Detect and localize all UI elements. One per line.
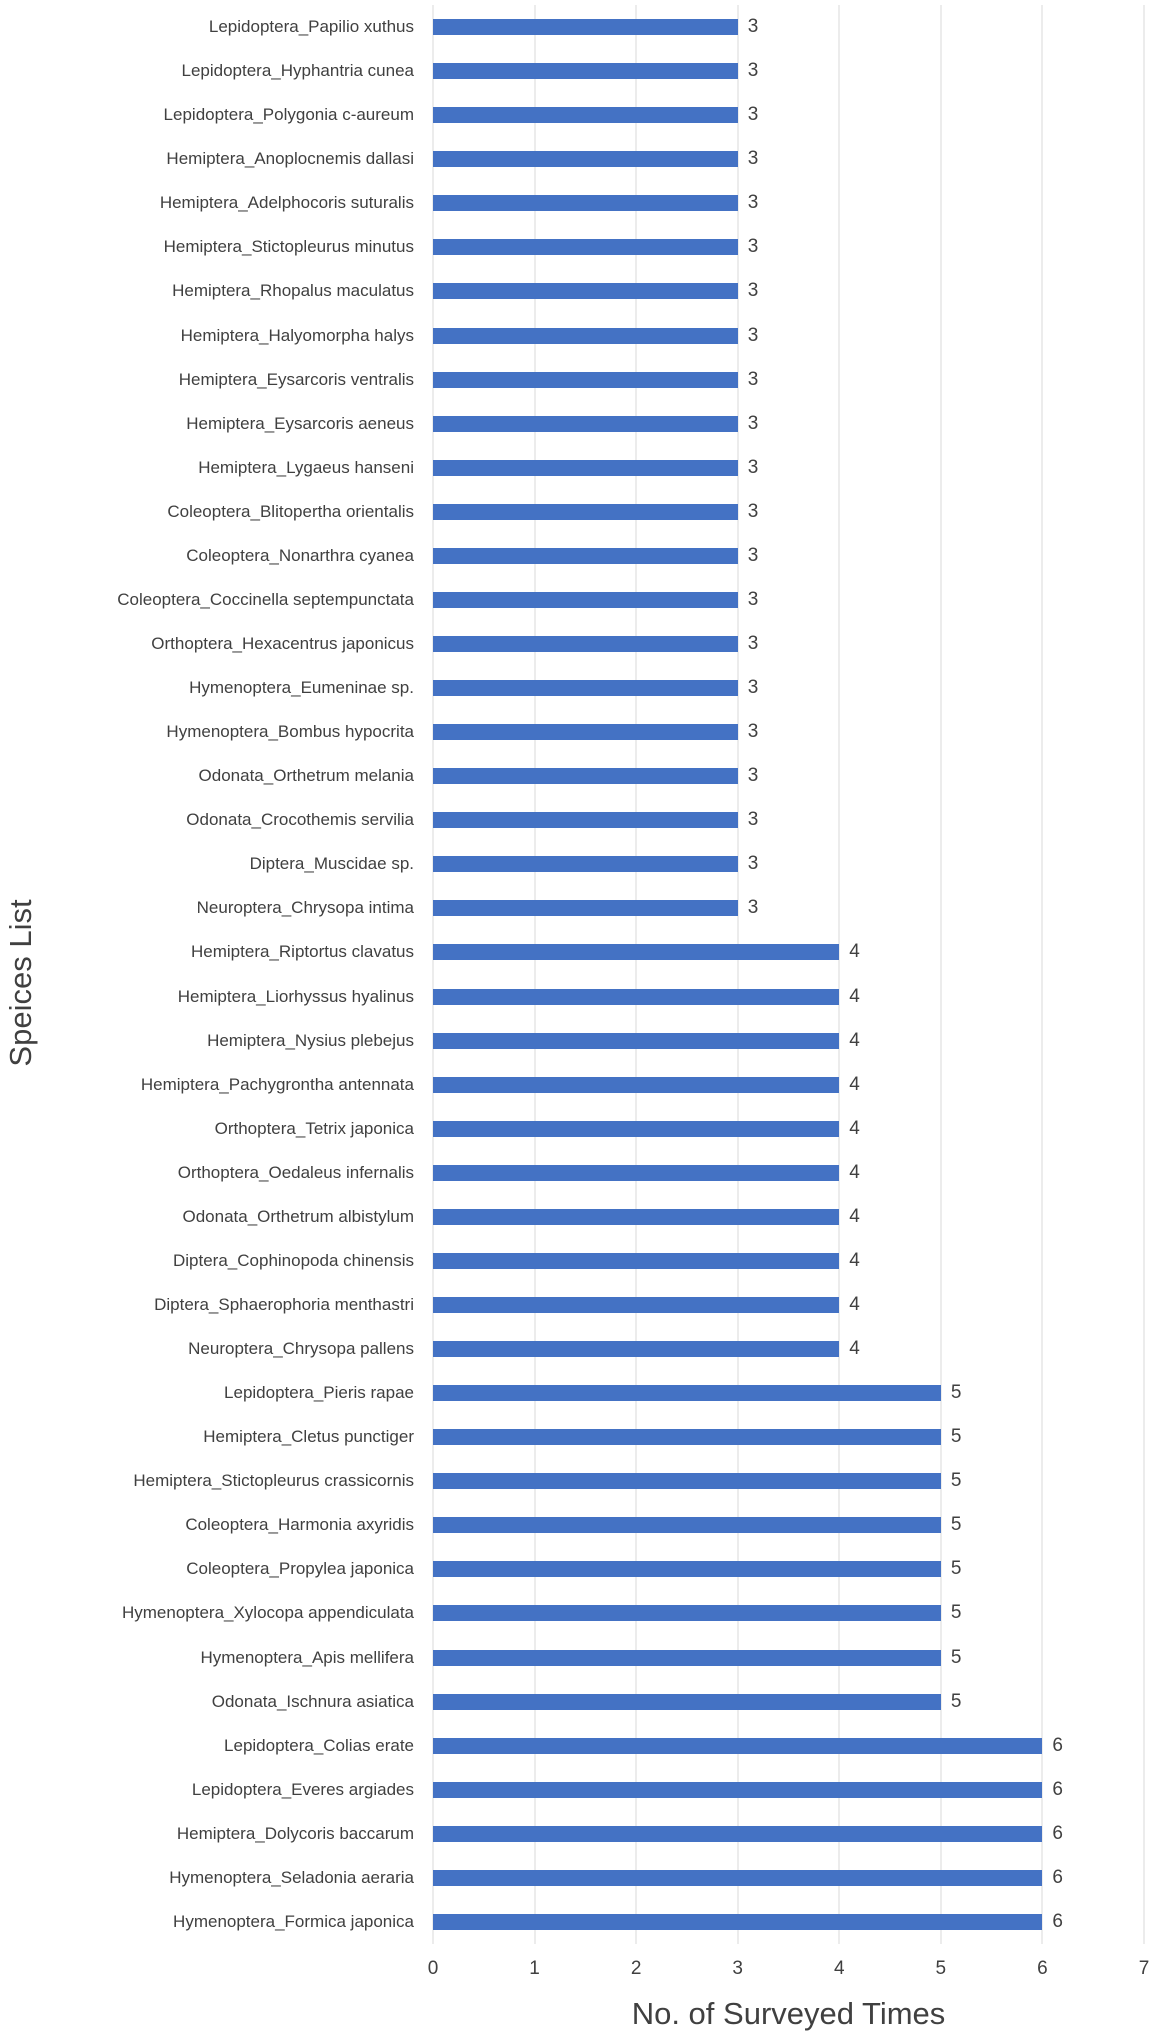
value-label: 5 (950, 1558, 962, 1580)
value-label: 3 (747, 16, 759, 38)
bar (433, 944, 839, 960)
bar (433, 989, 839, 1005)
value-label: 5 (950, 1382, 962, 1404)
category-label: Orthoptera_Oedaleus infernalis (177, 1162, 414, 1182)
category-label: Coleoptera_Blitopertha orientalis (167, 501, 414, 521)
category-label: Hymenoptera_Apis mellifera (200, 1647, 414, 1667)
category-label: Hymenoptera_Bombus hypocrita (166, 722, 414, 742)
bar (433, 239, 738, 255)
value-label: 4 (849, 985, 860, 1007)
bar (433, 548, 738, 564)
category-label: Lepidoptera_Hyphantria cunea (181, 61, 414, 81)
category-label: Hemiptera_Stictopleurus crassicornis (133, 1471, 414, 1491)
value-label: 3 (747, 500, 759, 522)
value-label: 3 (747, 765, 759, 787)
category-label: Hemiptera_Lygaeus hanseni (198, 457, 414, 477)
x-tick-label: 2 (630, 1958, 642, 1979)
bar (433, 1473, 941, 1489)
bar (433, 592, 738, 608)
bar (433, 1826, 1042, 1842)
category-label: Hemiptera_Dolycoris baccarum (176, 1823, 414, 1843)
value-label: 5 (950, 1602, 962, 1624)
category-label: Coleoptera_Coccinella septempunctata (117, 589, 414, 609)
category-label: Coleoptera_Harmonia axyridis (185, 1515, 414, 1535)
gridline (1144, 5, 1145, 1944)
bar (433, 151, 738, 167)
category-label: Hymenoptera_Xylocopa appendiculata (121, 1603, 414, 1623)
category-label: Lepidoptera_Everes argiades (191, 1779, 414, 1799)
category-axis (0, 5, 414, 1944)
category-label: Lepidoptera_Polygonia c-aureum (163, 105, 414, 125)
bar (433, 416, 738, 432)
bar (433, 107, 738, 123)
bar (433, 19, 738, 35)
value-label: 4 (849, 1249, 860, 1271)
bar (433, 1385, 941, 1401)
category-label: Neuroptera_Chrysopa intima (196, 898, 414, 918)
bar (433, 680, 738, 696)
x-tick-label: 6 (1037, 1958, 1048, 1979)
category-label: Hemiptera_Riptortus clavatus (191, 942, 414, 962)
category-label: Hymenoptera_Formica japonica (173, 1911, 414, 1931)
category-label: Hemiptera_Adelphocoris suturalis (159, 193, 414, 213)
y-axis-title: Speices List (3, 899, 38, 1067)
value-label: 3 (747, 192, 759, 214)
value-label: 3 (747, 324, 759, 346)
value-label: 4 (849, 1117, 860, 1139)
value-label: 3 (747, 853, 759, 875)
category-label: Orthoptera_Hexacentrus japonicus (151, 633, 414, 653)
value-label: 5 (950, 1426, 962, 1448)
value-label: 5 (950, 1514, 962, 1536)
category-label: Hemiptera_Eysarcoris ventralis (178, 369, 414, 389)
bar (433, 1870, 1042, 1886)
value-label: 3 (747, 456, 759, 478)
value-label: 4 (849, 941, 860, 963)
category-label: Neuroptera_Chrysopa pallens (188, 1339, 414, 1359)
value-label: 5 (950, 1646, 962, 1668)
value-label: 5 (950, 1690, 962, 1712)
category-label: Hemiptera_Nysius plebejus (207, 1030, 414, 1050)
bar (433, 856, 738, 872)
bar (433, 1605, 941, 1621)
category-label: Hemiptera_Pachygrontha antennata (140, 1074, 414, 1094)
value-label: 6 (1052, 1734, 1063, 1756)
x-tick-label: 5 (935, 1958, 947, 1979)
category-label: Lepidoptera_Colias erate (224, 1735, 414, 1755)
category-label: Odonata_Crocothemis servilia (186, 810, 414, 830)
value-label: 3 (747, 412, 759, 434)
bar (433, 1561, 941, 1577)
bar (433, 1738, 1042, 1754)
category-label: Odonata_Ischnura asiatica (211, 1691, 414, 1711)
value-label: 4 (849, 1338, 860, 1360)
bar (433, 63, 738, 79)
bar (433, 768, 738, 784)
bar (433, 636, 738, 652)
x-tick-label: 3 (732, 1958, 743, 1979)
bar (433, 1253, 839, 1269)
bar (433, 1165, 839, 1181)
category-label: Lepidoptera_Papilio xuthus (208, 17, 414, 37)
value-label: 3 (747, 677, 759, 699)
x-tick-label: 1 (529, 1958, 540, 1979)
value-label: 6 (1052, 1778, 1063, 1800)
bar (433, 1914, 1042, 1930)
value-label: 3 (747, 280, 759, 302)
bar (433, 328, 738, 344)
category-label: Lepidoptera_Pieris rapae (224, 1383, 414, 1403)
bar (433, 900, 738, 916)
value-label: 4 (849, 1161, 860, 1183)
category-label: Hemiptera_Eysarcoris aeneus (186, 413, 414, 433)
value-label: 3 (747, 721, 759, 743)
bar (433, 1209, 839, 1225)
category-label: Diptera_Sphaerophoria menthastri (154, 1295, 414, 1314)
value-label: 3 (747, 236, 759, 258)
value-label: 4 (849, 1029, 860, 1051)
category-label: Hemiptera_Anoplocnemis dallasi (166, 149, 414, 169)
category-label: Hemiptera_Rhopalus maculatus (172, 281, 414, 301)
bar (433, 1033, 839, 1049)
bar (433, 1429, 941, 1445)
category-label: Coleoptera_Propylea japonica (186, 1559, 414, 1579)
x-axis-ticks (427, 1958, 1150, 1986)
category-label: Hymenoptera_Eumeninae sp. (189, 678, 414, 698)
bar (433, 372, 738, 388)
category-label: Hemiptera_Stictopleurus minutus (163, 237, 414, 257)
category-label: Hemiptera_Cletus punctiger (203, 1427, 414, 1447)
bar (433, 1694, 941, 1710)
value-label: 3 (747, 809, 759, 831)
bar (433, 1121, 839, 1137)
category-label: Diptera_Cophinopoda chinensis (173, 1250, 414, 1270)
x-axis-title: No. of Surveyed Times (631, 1996, 946, 2031)
value-label: 5 (950, 1470, 962, 1492)
value-label: 3 (747, 632, 759, 654)
category-label: Hemiptera_Halyomorpha halys (180, 325, 414, 345)
bar (433, 1517, 941, 1533)
value-label: 3 (747, 588, 759, 610)
bar (433, 460, 738, 476)
value-label: 3 (747, 60, 759, 82)
bar (433, 1650, 941, 1666)
gridline (1042, 5, 1043, 1944)
value-label: 6 (1052, 1910, 1063, 1932)
value-label: 3 (747, 368, 759, 390)
bar (433, 195, 738, 211)
value-label: 3 (747, 897, 759, 919)
value-label: 3 (747, 148, 759, 170)
bar (433, 1077, 839, 1093)
x-tick-label: 7 (1138, 1958, 1150, 1979)
value-label: 4 (849, 1294, 860, 1315)
category-label: Coleoptera_Nonarthra cyanea (186, 545, 414, 565)
category-label: Diptera_Muscidae sp. (249, 854, 414, 874)
bar (433, 283, 738, 299)
bar (433, 1782, 1042, 1798)
category-label: Hymenoptera_Seladonia aeraria (169, 1867, 414, 1887)
value-label: 6 (1052, 1822, 1063, 1844)
category-label: Orthoptera_Tetrix japonica (214, 1118, 414, 1138)
x-tick-label: 0 (427, 1958, 439, 1979)
bar (433, 812, 738, 828)
bar (433, 504, 738, 520)
plot-area (433, 5, 1144, 1944)
category-label: Hemiptera_Liorhyssus hyalinus (177, 986, 414, 1006)
category-label: Odonata_Orthetrum melania (198, 766, 414, 786)
bar (433, 724, 738, 740)
value-label: 6 (1052, 1866, 1063, 1888)
bar (433, 1341, 839, 1357)
category-label: Odonata_Orthetrum albistylum (182, 1206, 414, 1226)
value-label: 3 (747, 544, 759, 566)
x-tick-label: 4 (833, 1958, 845, 1979)
value-label: 4 (849, 1205, 860, 1227)
bar (433, 1297, 839, 1313)
value-label: 4 (849, 1073, 860, 1095)
value-label: 3 (747, 104, 759, 126)
